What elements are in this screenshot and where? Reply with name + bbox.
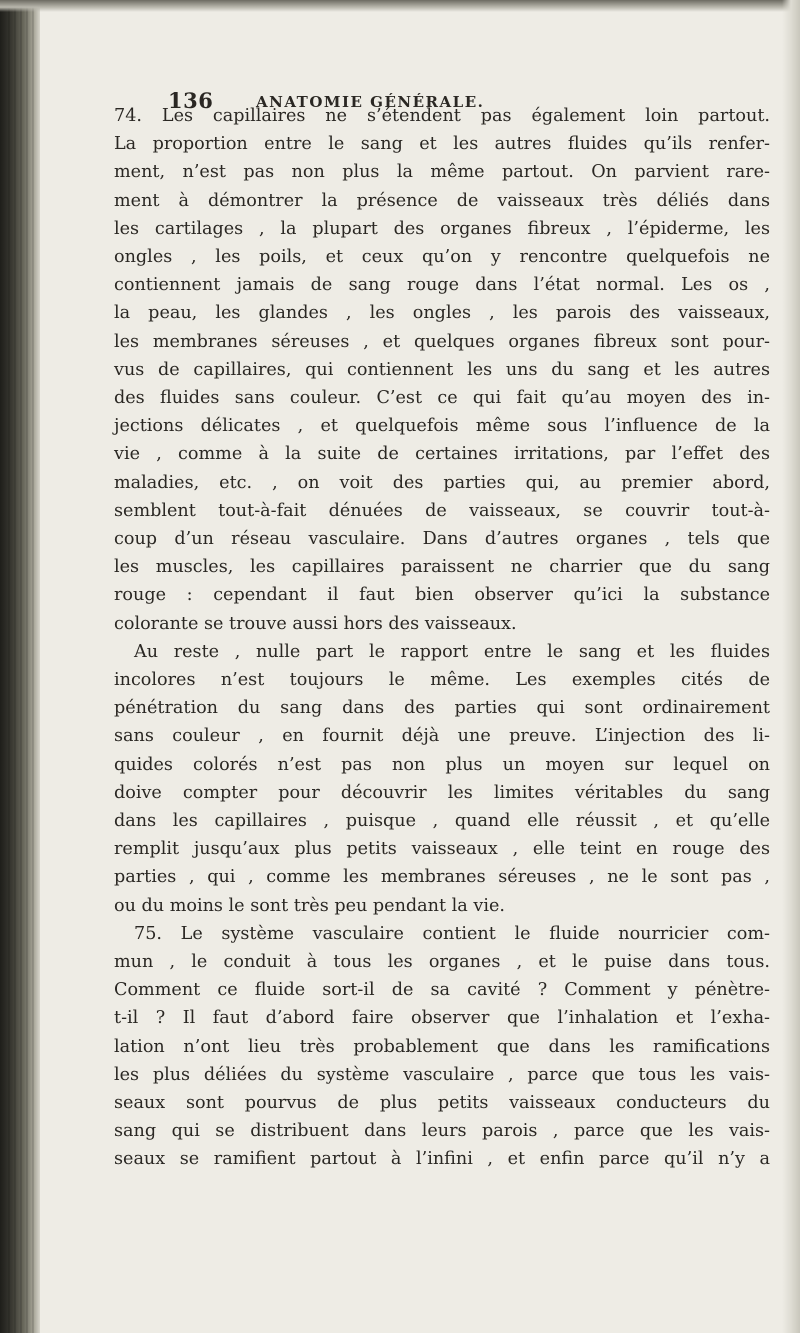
text-line: sang qui se distribuent dans leurs parois , parce que les vais- bbox=[114, 1121, 770, 1142]
text-line: mun , le conduit à tous les organes , et le puise dans tous. bbox=[114, 952, 770, 972]
text-line: contiennent jamais de sang rouge dans l’état normal. Les os , bbox=[114, 275, 770, 296]
text-line: Comment ce fluide sort-il de sa cavité ? Comment y pénètre- bbox=[114, 980, 770, 1001]
text-line: La proportion entre le sang et les autres fluides qu’ils renfer- bbox=[114, 134, 770, 155]
text-line: parties , qui , comme les membranes séreuses , ne le sont pas , bbox=[114, 867, 770, 888]
text-line: maladies, etc. , on voit des parties qui, au premier abord, bbox=[114, 472, 770, 493]
text-line: colorante se trouve aussi hors des vaisseaux. bbox=[114, 613, 517, 634]
text-line: seaux se ramifient partout à l’infini , et enfin parce qu’il n’y a bbox=[114, 1149, 770, 1170]
text-line: des fluides sans couleur. C’est ce qui fait qu’au moyen des in- bbox=[114, 388, 770, 408]
text-line: la peau, les glandes , les ongles , les parois des vaisseaux, bbox=[114, 303, 770, 324]
running-title: ANATOMIE GÉNÉRALE. bbox=[256, 93, 485, 111]
text-line: pénétration du sang dans des parties qui sont ordinairement bbox=[114, 698, 770, 719]
page-number: 136 bbox=[168, 88, 214, 113]
text-line: ongles , les poils, et ceux qu’on y rencontre quelquefois ne bbox=[114, 247, 770, 267]
text-line: vus de capillaires, qui contiennent les uns du sang et les autres bbox=[114, 359, 770, 380]
text-line: les cartilages , la plupart des organes fibreux , l’épiderme, les bbox=[114, 218, 770, 239]
text-line: rouge : cependant il faut bien observer qu’ici la substance bbox=[114, 585, 770, 606]
text-line: 75. Le système vasculaire contient le fluide nourricier com- bbox=[134, 923, 770, 944]
text-line: vie , comme à la suite de certaines irritations, par l’effet des bbox=[114, 444, 770, 465]
page-right-edge bbox=[782, 0, 800, 1333]
text-line: incolores n’est toujours le même. Les exemples cités de bbox=[114, 670, 770, 690]
book-page bbox=[52, 88, 774, 1170]
text-line: les plus déliées du système vasculaire , parce que tous les vais- bbox=[114, 1064, 770, 1085]
text-line: ment à démontrer la présence de vaisseaux très déliés dans bbox=[114, 190, 770, 211]
page-top-edge bbox=[0, 0, 800, 12]
text-line: t-il ? Il faut d’abord faire observer que l’inhalation et l’exha- bbox=[114, 1008, 770, 1029]
text-line: 74. Les capillaires ne s’étendent pas également loin partout. bbox=[114, 106, 770, 126]
text-line: seaux sont pourvus de plus petits vaisseaux conducteurs du bbox=[114, 1093, 770, 1113]
text-line: quides colorés n’est pas non plus un moyen sur lequel on bbox=[114, 754, 770, 775]
binding-texture bbox=[4, 0, 34, 1333]
text-line: ou du moins le sont très peu pendant la vie. bbox=[114, 895, 505, 916]
text-line: lation n’ont lieu très probablement que dans les ramifications bbox=[114, 1036, 770, 1057]
text-line: remplit jusqu’aux plus petits vaisseaux , elle teint en rouge des bbox=[114, 839, 770, 860]
text-line: les membranes séreuses , et quelques organes fibreux sont pour- bbox=[114, 331, 770, 352]
text-line: les muscles, les capillaires paraissent ne charrier que du sang bbox=[114, 557, 770, 578]
text-line: jections délicates , et quelquefois même sous l’influence de la bbox=[114, 416, 770, 437]
text-line: ment, n’est pas non plus la même partout. On parvient rare- bbox=[114, 162, 770, 183]
text-line: semblent tout-à-fait dénuées de vaisseaux, se couvrir tout-à- bbox=[114, 500, 770, 521]
text-line: coup d’un réseau vasculaire. Dans d’autres organes , tels que bbox=[114, 529, 770, 549]
text-line: sans couleur , en fournit déjà une preuve. L’injection des li- bbox=[114, 726, 770, 747]
text-line: Au reste , nulle part le rapport entre le sang et les fluides bbox=[134, 641, 770, 662]
text-line: dans les capillaires , puisque , quand elle réussit , et qu’elle bbox=[114, 811, 770, 831]
text-line: doive compter pour découvrir les limites véritables du sang bbox=[114, 782, 770, 803]
